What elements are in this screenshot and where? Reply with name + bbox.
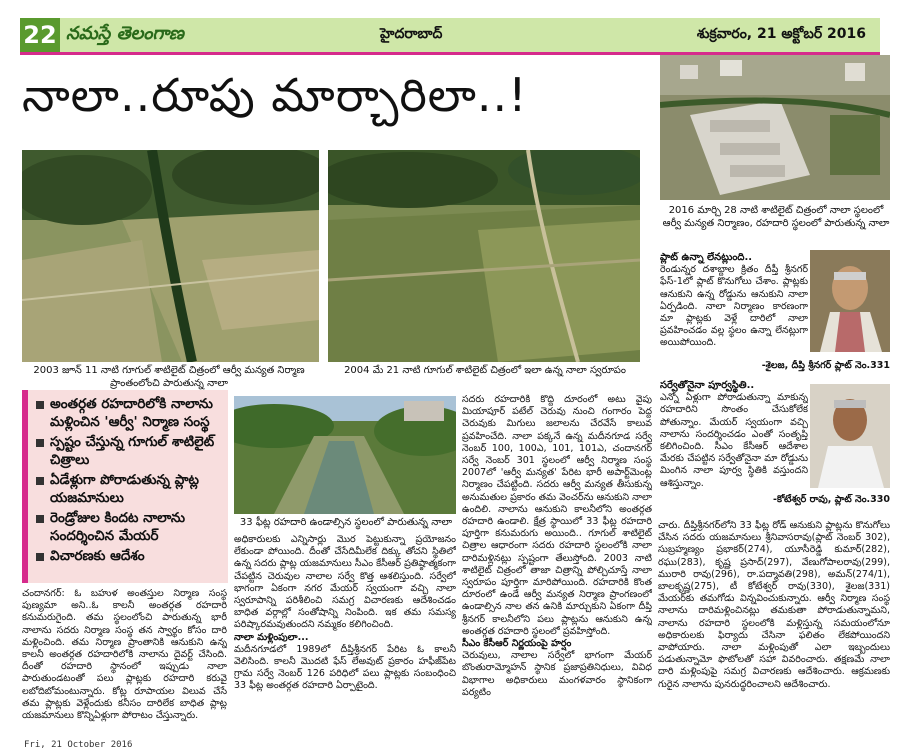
satellite-photo-2004 xyxy=(328,150,640,362)
article-paragraph: అధికారులకు ఎన్నిసార్లు మొర పెట్టుకున్నా ప్రయోజనం లేకుండా పోయింది. దీంతో చేసేదిమీలేక దిక్కు తోచని స్థితిలో ఉన్న సదరు ప్లాట్ల యజమానులు సీఎం కేసీఆర్ ప్రతిష్ఠాత్మకంగా చేపట్టిన చెరువుల నాలాల సర్వే కొత్త ఆశలిస్తుంది. సర్వేలో భాగంగా ఏకంగా నగర మేయర్ స్వయంగా వచ్చి నాలా స్వరూపాన్ని పరిశీలించి సమగ్ర విచారణకు ఆదేశించడం బాధిత వర్గాల్లో సంతోషాన్ని నింపింది. ఇక తమ సమస్య పరిష్కారమవుతుందని నమ్మకం కలిగించింది. xyxy=(234,534,456,631)
quote-koteswar xyxy=(660,380,808,502)
quote-sailaja xyxy=(660,252,808,372)
quote-title: ప్లాట్ ఉన్నా లేనట్లుంది.. xyxy=(660,252,753,263)
edition-date: శుక్రవారం, 21 అక్టోబర్ 2016 xyxy=(696,26,866,42)
article-subheading: నాలా మళ్లింపులా... xyxy=(234,631,309,643)
print-date-footer: Fri, 21 October 2016 xyxy=(24,740,133,750)
caption-photo-2004: 2004 మే 21 నాటి గూగుల్ శాటిలైట్ చిత్రంలో ఇలా ఉన్న నాలా స్వరూపం xyxy=(344,365,626,376)
article-column-2 xyxy=(234,534,456,738)
satellite-photo-2016 xyxy=(660,55,890,200)
quote-title: సర్వేతోనైనా పూర్వస్థితి.. xyxy=(660,380,755,391)
portrait-koteswar xyxy=(810,384,890,488)
highlight-item: విచారణకు ఆదేశం xyxy=(36,548,224,566)
article-column-3 xyxy=(462,394,652,738)
article-paragraph: సదరు రహదారికి కొద్ది దూరంలో అటు వైపు మియాపూర్ పటేల్ చెరువు నుంచి గంగారం పెద్ద చెరువుకు మిగులు జలాలను చేరవేసే కాలువ ప్రవహించేది. నాలా పక్కనే ఉన్న మదీనగూడ సర్వే నెంబర్ 100, 100ఎ, 101, 101ఎ, చందానగర్ సర్వే నెంబర్ 301 స్థలంలో ఆర్వీ నిర్మాణ సంస్థ 2007లో 'ఆర్వీ మన్యత' పేరిట భారీ అపార్ట్‌మెంట్ల నిర్మాణం చేపట్టింది. సదరు ఆర్వీ మన్యత తీసుకున్న అనుమతుల ప్రకారం తమ వెంచర్‌ను ఆనుకుని నాలా ఉందిలి. నాలాను ఆనుకుని కాలనీలోని అంతర్గత రహదారి ఉండాలి. క్షేత్ర స్థాయిలో 33 ఫీట్ల రహదారి పూర్తిగా కనుమరుగు అయింది.. గూగుల్ శాటిలైట్ చిత్రాల ఆధారంగా సదరు రహదారి స్థలంలోకి నాలా దారిమళ్లినట్లు స్పష్టంగా తేలుస్తోంది. 2003 నాటి శాటిలైట్ చిత్రంలో తాజా చిత్రాన్ని పోల్చిచూస్తే నాలా స్వరూపం పూర్తిగా మారిపోయింది. రహదారికి కొంత దూరంలో ఉండే ఆర్వీ మన్యత నిర్మాణ ప్రాంగణంలో ఉండాల్సిన నాల తన ఉనికి మార్చుకుని ఏకంగా దీప్తి శ్రీనగర్ కాలనీలోని పలు ప్లాట్లను ఆనుకుని ఉన్న అంతర్గత రహదారి స్థలంలో ప్రవహిస్తోంది. xyxy=(462,394,652,637)
nala-stream-photo xyxy=(234,396,456,514)
newspaper-brand: నమస్తే తెలంగాణ xyxy=(66,23,184,44)
highlights-box xyxy=(22,390,228,583)
article-column-4 xyxy=(658,520,890,738)
satellite-photo-2003 xyxy=(22,150,319,362)
article-paragraph: చెరువులు, నాలాల సర్వేలో భాగంగా మేయర్ బొంతురామ్మోహన్ స్థానిక ప్రజాప్రతినిధులు, వివిధ విభాగాల అధికారులు మంగళవారం స్థానికంగా పర్యటిం xyxy=(462,650,652,698)
article-paragraph: చారు. దీప్తిశ్రీనగర్‌లోని 33 ఫీట్ల రోడ్ ఆనుకుని ప్లాట్లను కొనుగోలు చేసిన సదరు యజమానులు శ్రీనివాసరావు(ప్లాట్ నెంబర్ 302), సుబ్రహ్మణ్యం ప్రభాకర్(274), యూసీరెడ్డి కుమార్(282), రఘు(283), కృష్ణ ప్రసాద్(297), వేణుగోపాలరావు(299), మురారి రావు(296), రా.పద్మావతి(298), అమన్(274/1), బాలకృష్ణ(275), టీ కోటేశ్వర్ రావు(330), శైలజ(331) మేయర్‌కు తమగోడు విన్నవించుకున్నారు. ఆర్వీ నిర్మాణ సంస్థ నాలాను దారిమళ్లించినట్లు తమకుతా పోరాడుతున్నామని, నాలాను రహదారి స్థలంలోకి మళ్లిస్తున్న సమయంలోనూ అధికారులకు ఫిర్యాదు చేసినా ఫలితం లేకపోయిందని వాపోయారు. నాలా మళ్లింపుతో ఎలా ఇబ్బందులు పడుతున్నామో ఫొటోలతో సహా వివరించారు. తక్షణమే నాలా దారి మళ్లింపుపై సమగ్ర విచారణకు ఆదేశించారు. ఆక్రమణకు గురైన నాలాను పునరుద్ధరించాలని ఆదేశించారు. xyxy=(658,520,890,690)
page-number: 22 xyxy=(20,18,60,52)
headline: నాలా..రూపు మార్చారిలా..! xyxy=(22,68,528,122)
quote-signature-sailaja: -శైలజ, దీప్తి శ్రీనగర్ ప్లాట్ నెం.331 xyxy=(761,360,890,371)
caption-nala-stream: 33 ఫీట్ల రహదారి ఉండాల్సిన స్థలంలో పారుతున్న నాలా xyxy=(239,517,453,528)
caption-photo-2016: 2016 మార్చి 28 నాటి శాటిలైట్ చిత్రంలో నాలా స్థలంలో ఆర్వీ మన్యత నిర్మాణం, రహదారి స్థలంలో పారుతున్న నాలా xyxy=(662,205,890,229)
article-subheading: సీఎం కేసీఆర్ నిర్ణయంపై హర్షం xyxy=(462,638,572,650)
highlight-item: ఏడేళ్లుగా పోరాడుతున్న ప్లాట్ల యజమానులు xyxy=(36,472,224,507)
quote-signature-koteswar: -కోటేశ్వర్ రావు, ప్లాట్ నెం.330 xyxy=(773,494,890,505)
quote-text: రెండున్నర దశాబ్దాల క్రితం దీప్తీ శ్రీనగర్ ఫేస్-1లో ప్లాట్ కొనుగోలు చేశాం. ప్లాట్లకు ఆనుకుని ఉన్న రోడ్డును ఆనుకుని నాలా ఏర్పడింది. నాలా నిర్మాణం కారణంగా మా ప్లాట్లకు వెళ్లే దారిలో నాలా ప్రవహించడం వల్ల స్థలం ఉన్నా లేనట్లుగా అయిపోయింది. xyxy=(660,264,808,349)
caption-photo-2003: 2003 జూన్ 11 నాటి గూగుల్ శాటిలైట్ చిత్రంలో ఆర్వీ మన్యత నిర్మాణ ప్రాంతంలోంచి పారుతున్న నాలా xyxy=(33,365,305,389)
article-paragraph: మదీనగూడలో 1989లో దీప్తిశ్రీనగర్ పేరిట ఓ కాలనీ వెలిసింది. కాలనీ మొదటి ఫేస్ లేఅవుట్ ప్రకారం హఫీజ్‌పేట గ్రామ సర్వే నెంబర్ 126 పరిధిలో పలు ప్లాట్లకు సంబంధించి 33 ఫీట్ల అంతర్గత రహదారి ఏర్పాటైంది. xyxy=(234,643,456,692)
edition-city: హైదరాబాద్ xyxy=(380,26,443,42)
article-paragraph: చందానగర్: ఓ బహుళ అంతస్తుల నిర్మాణ సంస్థ పుణ్యమా అని..ఓ కాలనీ అంతర్గత రహదారి కనుమరుగైంది. తమ స్థలంలోంచి పారుతున్న భారీ నాలాను సదరు నిర్మాణ సంస్థ తన స్వార్థం కోసం దారి మళ్లించింది. తమ నిర్మాణ ప్రాంతానికి ఆనుకుని ఉన్న కాలనీ అంతర్గత రహదారిలోకి నాలాను దైవర్ట్ చేసింది. దీంతో రహదారి స్థానంలో ఇప్పుడు నాలా పారుతుండటంతో పలు ప్లాట్లకు రహదారి కరువై లబోదిబోమంటున్నారు. కోట్ల రూపాయల విలువ చేసే తమ ప్లాట్లకు వెళ్లేందుకు కనీసం దారిలేక బాధిత ప్లాట్ల యజమానులు కొన్నిఏళ్లుగా పోరాటం చేస్తున్నారు. xyxy=(22,588,227,722)
article-column-1 xyxy=(22,588,227,736)
highlight-item: అంతర్గత రహదారిలోకి నాలాను మళ్లించిన 'ఆర్వీ' నిర్మాణ సంస్థ xyxy=(36,396,224,431)
portrait-sailaja xyxy=(810,250,890,352)
quote-text: ఎన్నో ఏళ్లుగా పోరాడుతున్నా మాకున్న రహదారిని సొంతం చేసుకోలేక పోతున్నాం. మేయర్ స్వయంగా వచ్చి నాలాను సందర్శించడం ఎంతో సంతృప్తి కలిగించింది. సీఎం కేసీఆర్ ఆదేశాల మేరకు చేపట్టిన సర్వేతోనైనా మా రోడ్డును మింగిన నాలా పూర్వ స్థితికి వస్తుందని ఆశిస్తున్నాం. xyxy=(660,392,808,489)
highlight-item: స్పష్టం చేస్తున్న గూగుల్ శాటిలైట్ చిత్రాలు xyxy=(36,434,224,469)
highlight-item: రెండ్రోజుల కిందట నాలాను సందర్శించిన మేయర్ xyxy=(36,510,224,545)
page-header xyxy=(20,18,880,55)
